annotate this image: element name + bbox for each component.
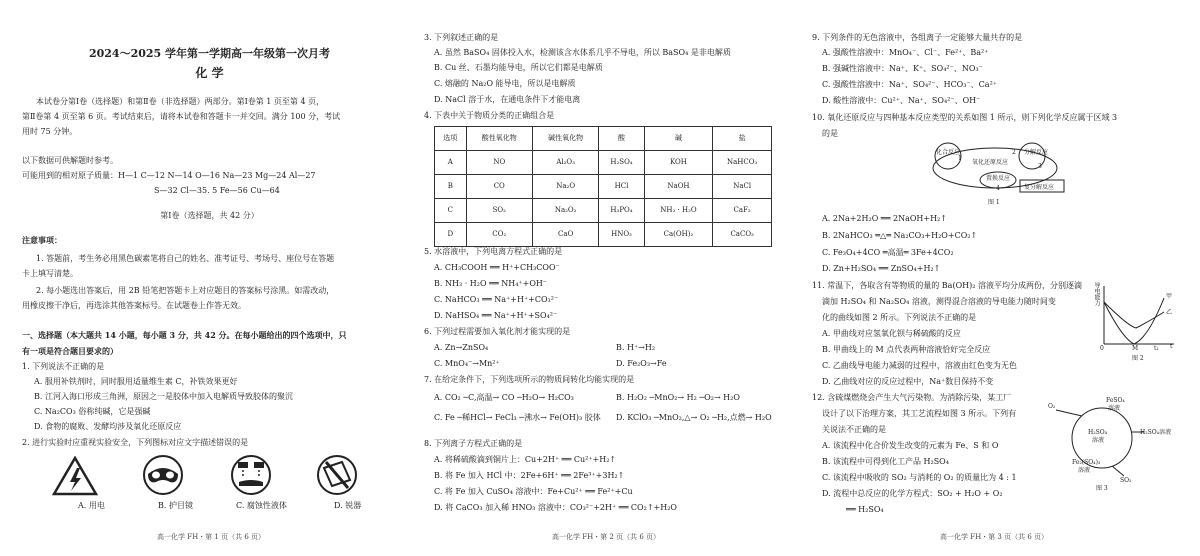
option: A. 2Na+2H₂O ══ 2NaOH+H₂↑ [822,214,947,223]
page-footer: 高一化学 FH・第 1 页（共 6 页） [157,533,265,541]
question-11: 化的曲线如图 2 所示。下列说法不正确的是 [822,313,977,322]
option: B. NH₃ · H₂O ══ NH₄⁺+OH⁻ [434,279,548,288]
notes-heading: 注意事项： [22,235,62,245]
question-11: 11. 常温下，各取含有等物质的量的 Ba(OH)₂ 溶液平均分成两份，分别逐滴 [812,281,1082,290]
table-cell: H₂SO₄ [599,151,644,175]
option: C. 熔融的 Na₂O 能导电，所以是电解质 [434,79,576,88]
option: B. 将 Fe 加入 HCl 中：2Fe+6H⁺ ══ 2Fe³⁺+3H₂↑ [434,471,625,480]
conductivity-curves [1092,282,1176,352]
option: C. Fe₃O₄+4CO ═高温═ 3Fe+4CO₂ [822,248,954,257]
section-heading: 一、选择题（本大题共 14 小题，每小题 3 分，共 42 分。在每小题给出的四个选项中，只 [22,330,347,340]
icon-label: C. 腐蚀性液体 [236,501,287,510]
table-header-cell: 碱性氧化物 [532,127,598,151]
fig3-label: H₂SO₄ [1088,429,1108,436]
fig1-label: 复分解反应 [1024,184,1055,191]
goggles-icon [140,454,186,496]
question-12: 关说法不正确的是 [822,425,886,434]
option: C. 乙曲线导电能力减弱的过程中，溶液由红色变为无色 [822,361,1017,370]
fig1-label: 氧化还原反应 [972,159,1009,166]
page-footer: 高一化学 FH・第 3 页（共 6 页） [940,533,1048,541]
option: C. Na₂CO₃ 俗称纯碱，它是强碱 [34,407,151,416]
option: C. 强酸性溶液中：Na⁺、SO₄²⁻、HCO₃⁻、Ca²⁺ [822,80,997,89]
table-cell: CaO [532,223,598,247]
note-line: 2. 每小题选出答案后，用 2B 铅笔把答题卡上对应题目的答案标号涂黑。如需改动， [36,286,335,295]
page-footer: 高一化学 FH・第 2 页（共 6 页） [552,533,660,541]
option: D. NaCl 溶于水，在通电条件下才能电离 [434,95,581,104]
intro-line: 用时 75 分钟。 [22,127,78,136]
option: D. Zn+H₂SO₄ ══ ZnSO₄+H₂↑ [822,264,941,273]
option: C. 将 Fe 加入 CuSO₄ 溶液中：Fe+Cu²⁺ ══ Fe²⁺+Cu [434,487,633,496]
fig2-tick: t₁ [1154,345,1159,352]
table-row [435,151,772,175]
intro-line: 本试卷分第Ⅰ卷（选择题）和第Ⅱ卷（非选择题）两部分。第Ⅰ卷第 1 页至第 4 页， [36,97,325,106]
fig3-label: Fe₂(SO₄)₃ [1072,459,1101,466]
question-2: 2. 进行实验时应重视实验安全，下列图标对应文字描述错误的是 [22,438,249,447]
option: B. 2NaHCO₃ ═△═ Na₂CO₃+H₂O+CO₂↑ [822,231,978,240]
page-2 [420,0,792,556]
option: D. 食物的腐败、发酵均涉及氧化还原反应 [34,422,182,431]
figure-caption: 图 2 [1132,355,1144,362]
option: A. 虽然 BaSO₄ 固体投入水，检测该含水体系几乎不导电，所以 BaSO₄ 是非电解质 [434,48,731,57]
figure-2-conductivity [1092,282,1176,364]
option: B. 江河入海口形成三角洲，原因之一是胶体中加入电解质导致胶体的聚沉 [34,392,293,401]
option: B. H⁺→H₂ [616,343,656,352]
section-heading: 有一项是符合题目要求的） [22,346,118,356]
fig3-label: 溶液 [1078,467,1091,474]
table-cell: CO₂ [466,223,532,247]
question-10: 的是 [822,129,838,138]
fig1-label: 化合反应 [936,149,961,156]
table-row [435,199,772,223]
question-5: 5. 水溶液中，下列电离方程式正确的是 [424,247,563,256]
table-cell: NaCl [713,175,772,199]
table-row [435,175,772,199]
figure-caption: 图 3 [1096,485,1108,492]
table-cell: KOH [644,151,713,175]
option: B. 该流程中可得到化工产品 H₂SO₄ [822,457,949,466]
option: D. Fe₂O₃→Fe [616,359,667,368]
option: B. 强碱性溶液中：Na⁺、K⁺、SO₄²⁻、NO₃⁻ [822,64,983,73]
option: C. 该流程中吸收的 SO₂ 与消耗的 O₂ 的质量比为 4 : 1 [822,473,1017,482]
figure-1-venn [920,140,1070,210]
table-cell: B [435,175,467,199]
table-header-cell: 选项 [435,127,467,151]
option: A. CH₃COOH ══ H⁺+CH₃COO⁻ [434,263,560,272]
option: D. 将 CaCO₃ 加入稀 HNO₃ 溶液中：CO₃²⁻+2H⁺ ══ CO₂↑+H₂O [434,503,677,512]
fig1-number: 4 [996,185,1000,192]
fig1-number: 1 [958,155,962,162]
table-cell: HNO₃ [599,223,644,247]
question-10: 10. 氧化还原反应与四种基本反应类型的关系如图 1 所示，则下列化学反应属于区域 3 [812,113,1118,122]
question-1: 1. 下列说法不正确的是 [22,362,105,371]
option: D. KClO₃ ─MnO₂,△→ O₂ ─H₂,点燃→ H₂O [616,413,772,422]
icon-label: A. 用电 [78,501,105,510]
icon-label: B. 护目镜 [158,501,193,510]
note-line: 1. 答题前，考生务必用黑色碳素笔将自己的姓名、准考证号、考场号、座位号在答题 [36,254,335,263]
reference-note: 以下数据可供解题时参考。 [22,156,118,165]
fig1-label: 分解反应 [1024,149,1049,156]
table-cell: Na₂O [532,175,598,199]
fig2-ylabel: 导电能力 [1093,282,1100,306]
fig3-label: FeSO₄ [1106,397,1125,404]
table-cell: NaHCO₃ [713,151,772,175]
page-1 [22,0,400,556]
table-cell: NH₃ · H₂O [644,199,713,223]
corrosive-icon [228,454,274,496]
table-header-cell: 盐 [713,127,772,151]
note-line: 用橡皮擦干净后，再选涂其他答案标号。在试题卷上作答无效。 [22,301,246,310]
option: B. 甲曲线上的 M 点代表两种溶液恰好完全反应 [822,345,991,354]
option: C. NaHCO₃ ══ Na⁺+H⁺+CO₃²⁻ [434,295,559,304]
table-cell: C [435,199,467,223]
note-line: 卡上填写清楚。 [22,269,78,278]
table-cell: SO₂ [466,199,532,223]
fig3-label: O₂ [1048,403,1056,410]
option: A. CO₂ ─C,高温→ CO ─H₂O→ H₂CO₃ [434,393,574,402]
option: A. 甲曲线对应氢氧化钡与稀硫酸的反应 [822,329,961,338]
figure-3-flow [1048,392,1176,498]
question-9: 9. 下列条件的无色溶液中，各组离子一定能够大量共存的是 [812,33,1023,42]
option: A. 服用补铁剂时，同时服用适量维生素 C，补铁效果更好 [34,377,238,386]
option: A. 将稀硫酸滴到铜片上：Cu+2H⁺ ══ Cu²⁺+H₂↑ [434,455,617,464]
fig2-xlabel: t [1170,343,1173,350]
fig3-label: SO₂ [1120,477,1132,484]
table-row [435,223,772,247]
fig1-number: 3 [1038,163,1042,170]
subject-title: 化 学 [195,66,224,80]
question-6: 6. 下列过程需要加入氧化剂才能实现的是 [424,327,571,336]
table-header-row [435,127,772,151]
table-cell: NO [466,151,532,175]
table-cell: Na₂O₂ [532,199,598,223]
figure-caption: 图 1 [988,199,1000,206]
table-cell: CO [466,175,532,199]
option: D. 乙曲线对应的反应过程中，Na⁺数目保持不变 [822,377,994,386]
fig1-number: 2 [1012,149,1016,156]
question-4: 4. 下表中关于物质分类的正确组合是 [424,111,555,120]
option: B. Cu 丝、石墨均能导电，所以它们都是电解质 [434,63,603,72]
fig3-label: 溶液 [1092,437,1105,444]
table-header-cell: 碱 [644,127,713,151]
option: D. NaHSO₄ ══ Na⁺+H⁺+SO₄²⁻ [434,311,558,320]
question-3: 3. 下列叙述正确的是 [424,33,499,42]
table-cell: HCl [599,175,644,199]
option: C. Fe ─稀HCl→ FeCl₃ ─沸水→ Fe(OH)₃ 胶体 [434,413,601,422]
option: A. 强酸性溶液中：MnO₄⁻、Cl⁻、Fe²⁺、Ba²⁺ [822,48,989,57]
fig1-label: 置换反应 [986,175,1011,182]
electricity-warning-icon [52,456,98,496]
option: ══ H₂SO₄ [846,505,884,514]
table-cell: CaF₂ [713,199,772,223]
atomic-mass-line: S—32 Cl—35. 5 Fe—56 Cu—64 [154,186,280,195]
fig3-label: 溶液 [1108,405,1121,412]
sharp-object-icon [314,454,360,496]
option: B. H₂O₂ ─MnO₂→ H₂ ─O₂→ H₂O [616,393,740,402]
intro-line: 第Ⅱ卷第 4 页至第 6 页。考试结束后，请将本试卷和答题卡一并交回。满分 100 分，考试 [22,112,341,121]
option: D. 流程中总反应的化学方程式：SO₂ + H₂O + O₂ [822,489,1003,498]
question-7: 7. 在给定条件下，下列选项所示的物质间转化均能实现的是 [424,375,635,384]
table-cell: Al₂O₃ [532,151,598,175]
classification-table [434,126,772,247]
question-11: 滴加 H₂SO₄ 和 Na₂SO₄ 溶液，测得混合溶液的导电能力随时间变 [822,297,1056,306]
table-header-cell: 酸性氧化物 [466,127,532,151]
option: A. 该流程中化合价发生改变的元素为 Fe、S 和 O [822,441,999,450]
option: C. MnO₄⁻→Mn²⁺ [434,359,500,368]
table-cell: D [435,223,467,247]
option: A. Zn→ZnSO₄ [434,343,489,352]
table-cell: A [435,151,467,175]
table-cell: NaOH [644,175,713,199]
table-header-cell: 酸 [599,127,644,151]
fig2-series-label: 乙 [1166,309,1173,316]
icon-label: D. 锐器 [334,501,362,510]
page-3 [808,0,1180,556]
question-12: 设计了以下治理方案，其工艺流程如图 3 所示。下列有 [822,409,1017,418]
atomic-mass-line: 可能用到的相对原子质量：H—1 C—12 N—14 O—16 Na—23 Mg—24 Al—27 [22,171,316,180]
part-heading: 第Ⅰ卷（选择题，共 42 分） [160,211,259,220]
fig3-label: H₂SO₄溶液 [1140,429,1172,436]
question-12: 12. 含硫煤燃烧会产生大气污染物。为消除污染，某工厂 [812,393,1012,402]
fig2-origin: 0 [1100,345,1104,352]
fig2-series-label: 甲 [1166,293,1173,300]
option: D. 酸性溶液中：Cu²⁺、Na⁺、SO₄²⁻、OH⁻ [822,96,981,105]
exam-title: 2024～2025 学年第一学期高一年级第一次月考 [88,47,331,60]
table-cell: H₃PO₄ [599,199,644,223]
fig2-point: M [1132,345,1139,352]
table-cell: Ca(OH)₂ [644,223,713,247]
table-cell: CaCO₃ [713,223,772,247]
question-8: 8. 下列离子方程式正确的是 [424,439,523,448]
